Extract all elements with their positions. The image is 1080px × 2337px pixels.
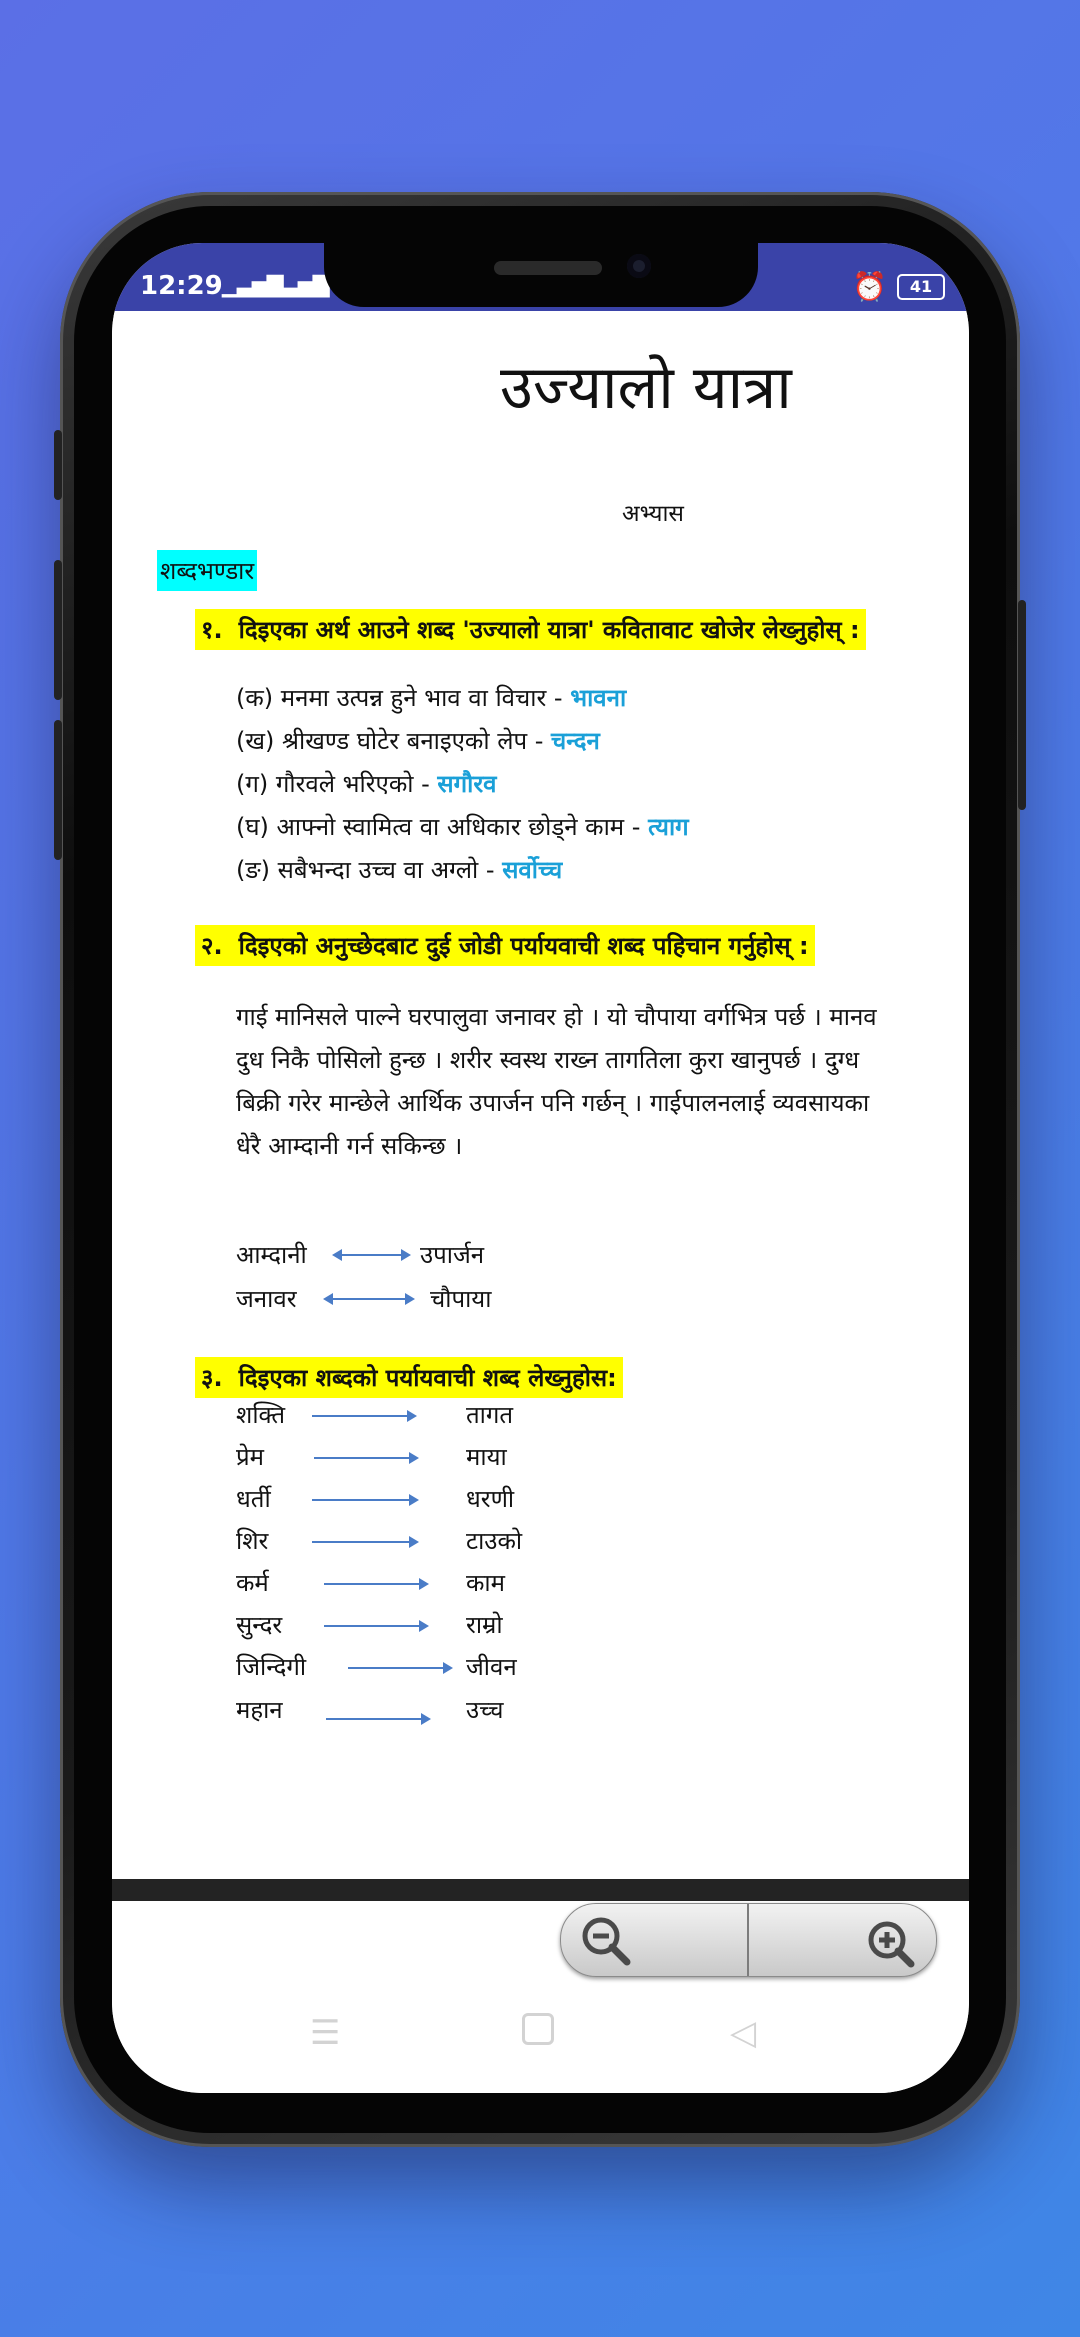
question-3-number: ३. xyxy=(201,1364,223,1392)
signal-strength-icon: ▁▃▅▇ xyxy=(222,273,282,298)
double-arrow-icon xyxy=(334,1254,409,1256)
q1-item xyxy=(236,853,562,886)
q1-item-answer: सगौरव xyxy=(437,770,497,798)
phone-side-button-left-low xyxy=(54,720,62,860)
q2-pair-right: उपार्जन xyxy=(420,1241,485,1269)
right-arrow-icon xyxy=(326,1718,429,1720)
front-camera xyxy=(627,254,651,278)
q3-pair-right: टाउको xyxy=(466,1527,523,1555)
earpiece-speaker xyxy=(494,261,602,275)
q3-pair-right: उच्च xyxy=(466,1696,504,1724)
double-arrow-icon xyxy=(325,1298,413,1300)
q3-pair-right: जीवन xyxy=(466,1653,517,1681)
q1-item-answer: चन्दन xyxy=(551,727,600,755)
phone-side-button-left-mid xyxy=(54,560,62,700)
right-arrow-icon xyxy=(312,1415,415,1417)
q1-item-answer: त्याग xyxy=(648,813,689,841)
viewer-bottom-area xyxy=(112,1901,969,2093)
q1-item xyxy=(236,724,600,757)
right-arrow-icon xyxy=(324,1625,427,1627)
q3-pair-right: तागत xyxy=(466,1401,514,1429)
system-nav-bar xyxy=(112,1973,969,2093)
q3-pair-left: कर्म xyxy=(236,1569,269,1597)
q3-pair-left: जिन्दिगी xyxy=(236,1653,307,1681)
right-arrow-icon xyxy=(324,1583,427,1585)
question-1-text: दिइएका अर्थ आउने शब्द 'उज्यालो यात्रा' कवितावाट खोजेर लेख्नुहोस् : xyxy=(238,616,860,644)
menu-icon[interactable]: ☰ xyxy=(310,2013,341,2053)
q1-item-text: (ग) गौरवले भरिएको - xyxy=(236,770,438,798)
zoom-in-icon xyxy=(861,1914,915,1968)
phone-screen xyxy=(112,243,969,2093)
home-icon[interactable] xyxy=(522,2013,554,2054)
q3-pair-right: राम्रो xyxy=(466,1611,503,1639)
question-2-text: दिइएको अनुच्छेदबाट दुई जोडी पर्यायवाची शब्द पहिचान गर्नुहोस् : xyxy=(238,932,809,960)
right-arrow-icon xyxy=(312,1541,417,1543)
q1-item-text: (क) मनमा उत्पन्न हुने भाव वा विचार - xyxy=(236,684,571,712)
q1-item xyxy=(236,810,689,843)
status-time: 12:29 xyxy=(140,271,223,301)
paragraph-line: धेरै आम्दानी गर्न सकिन्छ । xyxy=(236,1132,463,1160)
zoom-controls xyxy=(560,1903,937,1977)
q1-item-answer: भावना xyxy=(570,684,627,712)
camera-notch xyxy=(324,243,758,307)
section-tag: शब्दभण्डार xyxy=(157,550,257,591)
q3-pair-right: धरणी xyxy=(466,1485,515,1513)
zoom-out-button[interactable] xyxy=(579,1914,633,1968)
q1-item xyxy=(236,767,497,800)
question-3-heading xyxy=(195,1357,623,1398)
q3-pair-left: शक्ति xyxy=(236,1401,286,1429)
phone-side-button-left-top xyxy=(54,430,62,500)
document-title: उज्यालो यात्रा xyxy=(500,353,792,423)
question-1-heading xyxy=(195,609,866,650)
document-subtitle: अभ्यास xyxy=(622,501,684,527)
right-arrow-icon xyxy=(312,1499,417,1501)
right-arrow-icon xyxy=(314,1457,417,1459)
zoom-out-icon xyxy=(579,1914,633,1968)
phone-side-button-right xyxy=(1018,600,1026,810)
q3-pair-left: धर्ती xyxy=(236,1485,271,1513)
q2-pair-left: आम्दानी xyxy=(236,1241,307,1269)
question-1-number: १. xyxy=(201,616,223,644)
q3-pair-left: सुन्दर xyxy=(236,1611,283,1639)
zoom-divider xyxy=(747,1904,749,1976)
paragraph-line: गाई मानिसले पाल्ने घरपालुवा जनावर हो । यो चौपाया वर्गभित्र पर्छ । मानव xyxy=(236,1003,877,1031)
q3-pair-right: काम xyxy=(466,1569,505,1597)
q1-item-text: (घ) आफ्नो स्वामित्व वा अधिकार छोड्ने काम - xyxy=(236,813,649,841)
alarm-icon: ⏰ xyxy=(852,270,887,303)
zoom-in-button[interactable] xyxy=(861,1914,915,1968)
q3-pair-right: माया xyxy=(466,1443,507,1471)
question-2-number: २. xyxy=(201,932,223,960)
viewer-toolbar-divider xyxy=(112,1879,969,1901)
right-arrow-icon xyxy=(348,1667,451,1669)
question-3-text: दिइएका शब्दको पर्यायवाची शब्द लेख्नुहोस: xyxy=(238,1364,617,1392)
question-2-heading xyxy=(195,925,815,966)
paragraph-line: दुध निकै पोसिलो हुन्छ । शरीर स्वस्थ राख्न तागतिला कुरा खानुपर्छ । दुग्ध xyxy=(236,1046,860,1074)
paragraph-line: बिक्री गरेर मान्छेले आर्थिक उपार्जन पनि गर्छन् । गाईपालनलाई व्यवसायका xyxy=(236,1089,870,1117)
q3-pair-left: शिर xyxy=(236,1527,269,1555)
battery-icon: 41 xyxy=(897,274,945,300)
q2-pair-left: जनावर xyxy=(236,1285,297,1313)
q1-item-answer: सर्वोच्च xyxy=(502,856,563,884)
q1-item xyxy=(236,681,626,714)
back-icon[interactable]: ◁ xyxy=(730,2013,757,2053)
q3-pair-left: महान xyxy=(236,1696,283,1724)
status-bar xyxy=(112,243,969,311)
q2-pair-right: चौपाया xyxy=(430,1285,492,1313)
document-page[interactable] xyxy=(112,311,969,1879)
signal-strength-2-icon: ▁▃▅▇ xyxy=(268,273,328,298)
q1-item-text: (ख) श्रीखण्ड घोटेर बनाइएको लेप - xyxy=(236,727,552,755)
q1-item-text: (ङ) सबैभन्दा उच्च वा अग्लो - xyxy=(236,856,503,884)
q3-pair-left: प्रेम xyxy=(236,1443,265,1471)
question-2-paragraph xyxy=(236,996,969,1168)
